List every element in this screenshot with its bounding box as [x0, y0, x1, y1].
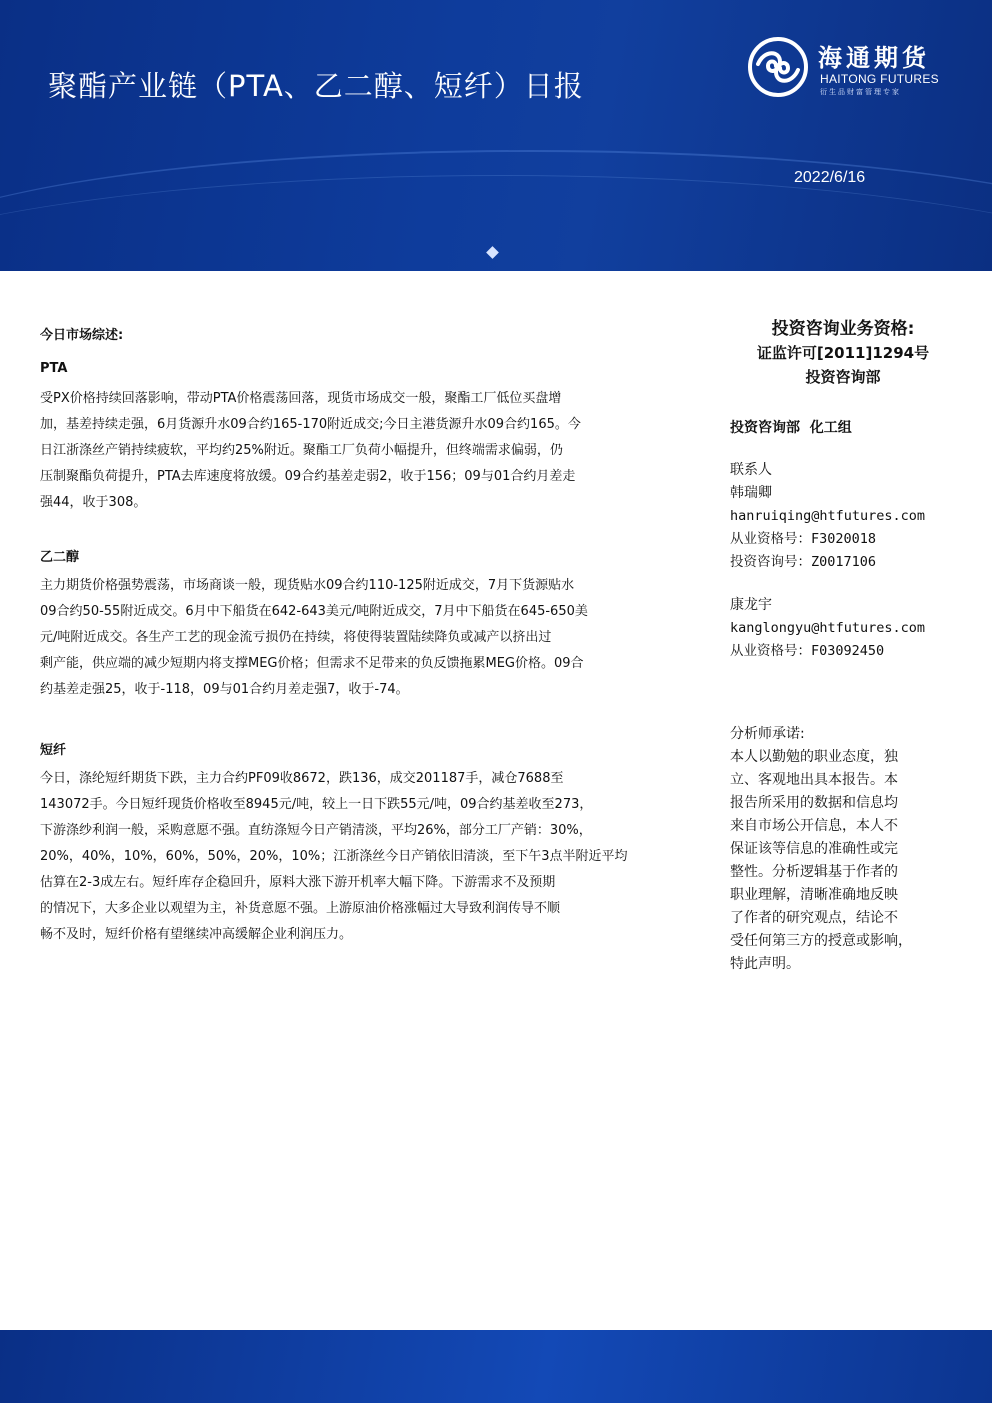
paragraph-line: 受PX价格持续回落影响，带动PTA价格震荡回落，现货市场成交一般，聚酯工厂低位买盘增 [40, 391, 562, 406]
paragraph-line: 下游涤纱利润一般，采购意愿不强。直纺涤短今日产销清淡，平均26%，部分工厂产销：30%， [40, 823, 592, 838]
paragraph-line: 今日，涤纶短纤期货下跌，主力合约PF09收8672，跌136，成交201187手，减仓7688至 [40, 771, 564, 786]
report-date: 2022/6/16 [794, 169, 866, 186]
paragraph-line: 压制聚酯负荷提升，PTA去库速度将放缓。09合约基差走弱2，收于156；09与01合约月差走 [40, 469, 576, 484]
sidebar [730, 314, 960, 976]
analyst-commitment [730, 723, 960, 976]
commitment-line: 了作者的研究观点，结论不 [730, 910, 898, 926]
pta-heading: PTA [40, 361, 68, 376]
company-logo [746, 36, 960, 98]
haitong-logo-icon [746, 36, 810, 98]
report-title: 聚酯产业链（PTA、乙二醇、短纤）日报 [48, 69, 584, 103]
paragraph-line: 20%，40%，10%，60%，50%，20%，10%；江浙涤丝今日产销依旧清淡，至下午3点半附近平均 [40, 849, 628, 864]
paragraph-line: 的情况下，大多企业以观望为主，补货意愿不强。上游原油价格涨幅过大导致利润传导不顺 [40, 901, 561, 916]
contact-email[interactable]: kanglongyu@htfutures.com [730, 620, 926, 636]
qualification-title: 投资咨询业务资格: [771, 319, 915, 339]
psf-heading: 短纤 [40, 743, 67, 758]
qualification-dept: 投资咨询部 [805, 368, 881, 386]
meg-paragraph [40, 573, 690, 703]
paragraph-line: 元/吨附近成交。各生产工艺的现金流亏损仍在持续，将使得装置陆续降负或减产以挤出过 [40, 630, 552, 645]
commitment-line: 报告所采用的数据和信息均 [730, 795, 898, 811]
paragraph-line: 强44，收于308。 [40, 495, 147, 510]
logo-slogan: 衍生品财富管理专家 [820, 88, 901, 96]
psf-paragraph [40, 766, 690, 948]
contact-cert-number: 从业资格号：F03092450 [730, 643, 885, 659]
commitment-label: 分析师承诺: [730, 726, 805, 742]
main-content [40, 324, 690, 948]
contacts [730, 459, 960, 663]
paragraph-line: 日江浙涤丝产销持续疲软，平均约25%附近。聚酯工厂负荷小幅提升，但终端需求偏弱，仍 [40, 443, 563, 458]
logo-english-name: HAITONG FUTURES [820, 72, 939, 86]
overview-heading: 今日市场综述: [40, 328, 124, 343]
commitment-line: 受任何第三方的授意或影响， [730, 933, 912, 949]
paragraph-line: 估算在2-3成左右。短纤库存企稳回升，原料大涨下游开机率大幅下降。下游需求不及预期 [40, 875, 556, 890]
contact-email[interactable]: hanruiqing@htfutures.com [730, 508, 926, 524]
paragraph-line: 加，基差持续走强，6月货源升水09合约165-170附近成交;今日主港货源升水09合约165。今 [40, 417, 581, 432]
commitment-line: 来自市场公开信息，本人不 [730, 818, 898, 834]
team-name: 投资咨询部 化工组 [730, 420, 852, 436]
paragraph-line: 09合约50-55附近成交。6月中下船货在642-643美元/吨附近成交，7月中下船货在645-650美 [40, 604, 588, 619]
contact-advice-number: 投资咨询号：Z0017106 [730, 554, 877, 570]
meg-heading: 乙二醇 [40, 550, 80, 565]
logo-chinese-name: 海通期货 [818, 44, 930, 72]
paragraph-line: 畅不及时，短纤价格有望继续冲高缓解企业利润压力。 [40, 927, 353, 942]
contact-name: 韩瑞卿 [730, 485, 772, 501]
commitment-line: 本人以勤勉的职业态度，独 [730, 749, 898, 765]
report-header-banner [0, 0, 992, 271]
paragraph-line: 剩产能，供应端的减少短期内将支撑MEG价格；但需求不足带来的负反馈拖累MEG价格。09合 [40, 656, 584, 671]
footer-banner [0, 1330, 992, 1403]
paragraph-line: 143072手。今日短纤现货价格收至8945元/吨，较上一日下跌55元/吨，09合约基差收至273， [40, 797, 593, 812]
commitment-line: 职业理解，清晰准确地反映 [730, 887, 898, 903]
contact-name: 康龙宇 [730, 597, 772, 613]
qualification-license: 证监许可[2011]1294号 [756, 344, 930, 362]
commitment-line: 保证该等信息的准确性或完 [730, 841, 898, 857]
commitment-line: 立、客观地出具本报告。本 [730, 772, 898, 788]
paragraph-line: 约基差走强25，收于-118，09与01合约月差走强7，收于-74。 [40, 682, 409, 697]
contact-label: 联系人 [730, 462, 772, 478]
paragraph-line: 主力期货价格强势震荡，市场商谈一般，现货贴水09合约110-125附近成交，7月下货源贴水 [40, 578, 575, 593]
commitment-line: 整性。分析逻辑基于作者的 [730, 864, 898, 880]
pta-paragraph [40, 386, 690, 516]
contact-cert-number: 从业资格号：F3020018 [730, 531, 877, 547]
commitment-line: 特此声明。 [730, 956, 800, 972]
